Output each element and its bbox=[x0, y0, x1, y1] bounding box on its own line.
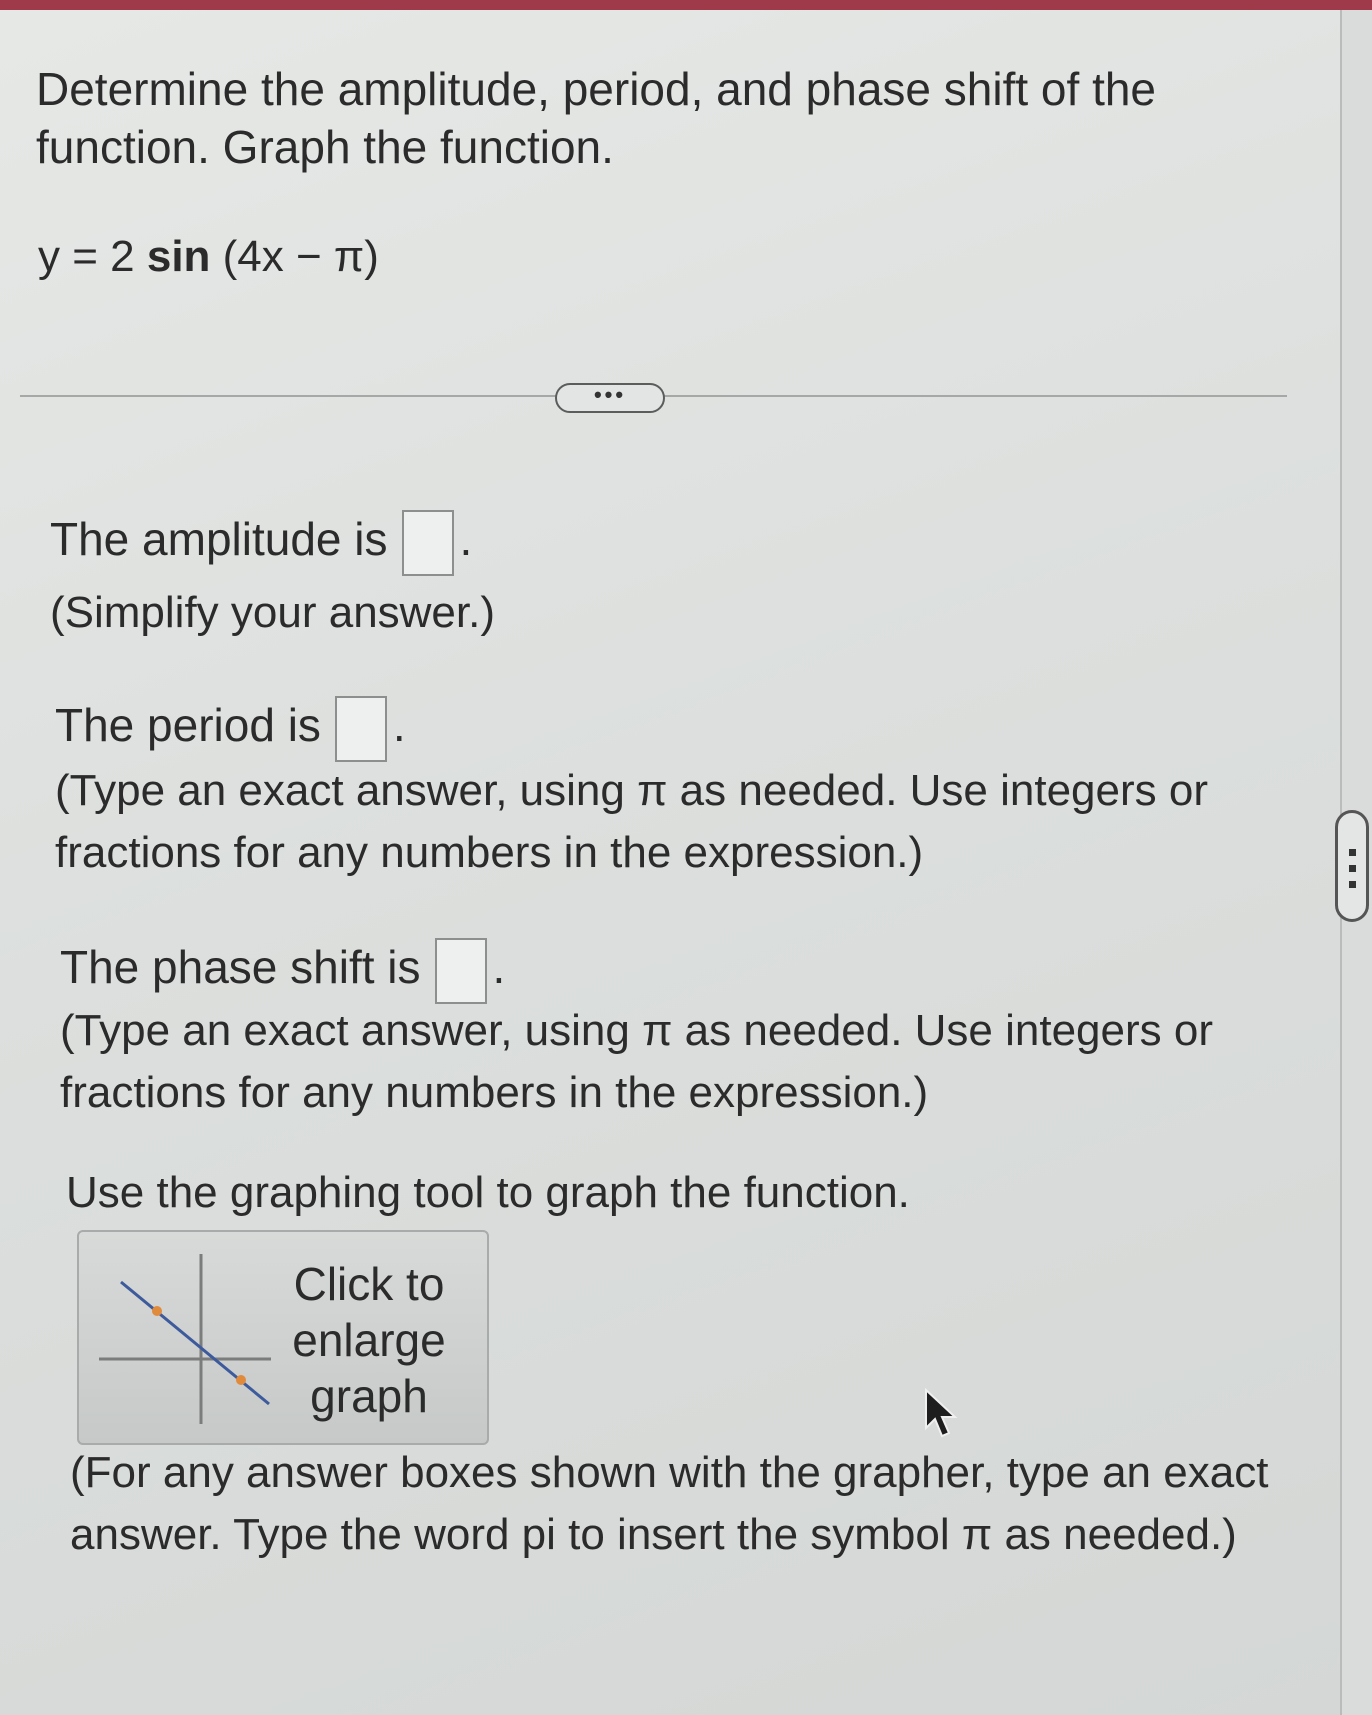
enlarge-graph-button[interactable] bbox=[77, 1230, 489, 1445]
period-hint: (Type an exact answer, using π as needed. Use integers or fractions for any numbers in the expression.) bbox=[55, 766, 1209, 877]
enlarge-graph-label-line1: Click to bbox=[293, 1258, 445, 1310]
grapher-note: (For any answer boxes shown with the grapher, type an exact answer. Type the word pi to insert the symbol π as needed.) bbox=[70, 1448, 1269, 1559]
amplitude-question bbox=[50, 510, 472, 576]
function-equation bbox=[38, 232, 379, 282]
top-accent-bar bbox=[0, 0, 1372, 10]
question-prompt: Determine the amplitude, period, and phase shift of the function. Graph the function. bbox=[36, 63, 1157, 173]
period-label: The period is bbox=[55, 699, 321, 752]
show-more-button[interactable]: ••• bbox=[555, 383, 665, 413]
phase-shift-period-mark: . bbox=[492, 941, 506, 994]
handle-dot-icon bbox=[1349, 881, 1356, 888]
amplitude-hint: (Simplify your answer.) bbox=[50, 588, 496, 637]
enlarge-graph-label bbox=[279, 1256, 459, 1424]
equation-argument: (4x − π) bbox=[210, 232, 379, 281]
period-answer-input[interactable] bbox=[335, 696, 387, 762]
question-panel bbox=[0, 10, 1342, 1715]
amplitude-period-mark: . bbox=[459, 513, 473, 566]
enlarge-graph-label-line3: graph bbox=[310, 1370, 428, 1422]
enlarge-graph-label-line2: enlarge bbox=[292, 1314, 446, 1366]
graphing-instruction: Use the graphing tool to graph the function. bbox=[66, 1168, 910, 1217]
phase-shift-answer-input[interactable] bbox=[435, 938, 487, 1004]
equation-function-name: sin bbox=[146, 232, 211, 281]
period-question bbox=[55, 696, 406, 762]
phase-shift-hint: (Type an exact answer, using π as needed. Use integers or fractions for any numbers in the expression.) bbox=[60, 1006, 1214, 1117]
mouse-pointer-icon bbox=[922, 1388, 962, 1440]
amplitude-label: The amplitude is bbox=[50, 513, 388, 566]
equation-prefix: y = 2 bbox=[38, 232, 147, 281]
period-period-mark: . bbox=[392, 699, 406, 752]
amplitude-answer-input[interactable] bbox=[402, 510, 454, 576]
handle-dot-icon bbox=[1349, 849, 1356, 856]
phase-shift-question bbox=[60, 938, 505, 1004]
side-panel-handle[interactable] bbox=[1335, 810, 1369, 922]
handle-dot-icon bbox=[1349, 865, 1356, 872]
phase-shift-label: The phase shift is bbox=[60, 941, 421, 994]
graph-thumbnail-icon bbox=[99, 1254, 279, 1424]
